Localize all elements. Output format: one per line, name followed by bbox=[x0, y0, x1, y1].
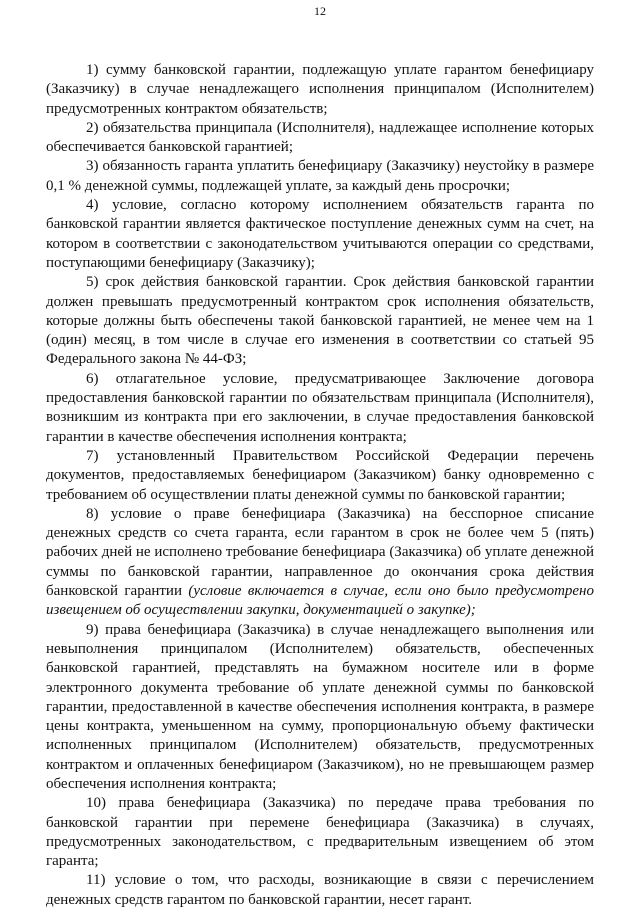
list-item-2 bbox=[46, 119, 594, 158]
list-item-text: 1) сумму банковской гарантии, подлежащую уплате гарантом бенефициару (Заказчику) в случае ненадлежащего исполнения принципалом (Исполнителем) предусмотренных контрактом обязательств; bbox=[46, 62, 594, 117]
list-item-3 bbox=[46, 157, 594, 196]
list-item-text: 2) обязательства принципала (Исполнителя), надлежащее исполнение которых обеспечивается банковской гарантией; bbox=[46, 119, 594, 156]
page-number: 12 bbox=[314, 4, 326, 18]
list-item-8 bbox=[46, 505, 594, 621]
document-body bbox=[46, 61, 594, 910]
list-item-4 bbox=[46, 196, 594, 273]
list-item-text: 3) обязанность гаранта уплатить бенефициару (Заказчику) неустойку в размере 0,1 % денежной суммы, подлежащей уплате, за каждый день просрочки; bbox=[46, 158, 594, 194]
list-item-10 bbox=[46, 794, 594, 871]
italic-note: (условие включается в случае, если оно было предусмотрено извещением об осуществлении закупки, документацией о закупке); bbox=[46, 583, 594, 619]
list-item-text: 5) срок действия банковской гарантии. Срок действия банковской гарантии должен превышать предусмотренный контрактом срок исполнения обязательств, которые должны быть обеспечены такой банковской гарантией, не менее чем на 1 (один) месяц, в том числе в случае его изменения в соответствии со статьей 95 Федерального закона № 44-ФЗ; bbox=[46, 274, 594, 368]
list-item-7 bbox=[46, 447, 594, 505]
list-item-text: 4) условие, согласно которому исполнением обязательств гаранта по банковской гарантии является фактическое поступление денежных сумм на счет, на котором в соответствии с законодательством учитываются операции со средствами, поступающими бенефициару (Заказчику); bbox=[46, 197, 594, 271]
list-item-text: 8) условие о праве бенефициара (Заказчика) на бесспорное списание денежных средств со счета гаранта, если гарантом в срок не более чем 5 (пять) рабочих дней не исполнено требование бенефициара (Заказчика) об уплате денежной суммы по банковской гарантии, направленное до окончания срока действия банковской гарантии bbox=[46, 505, 594, 600]
list-item-9 bbox=[46, 621, 594, 795]
list-item-text: 9) права бенефициара (Заказчика) в случае ненадлежащего выполнения или невыполнения принципалом (Исполнителем) обязательств, обеспеченных банковской гарантией, представлять на бумажном носителе или в форме электронного документа требование об уплате денежной суммы по банковской гарантии, предоставленной в качестве обеспечения исполнения контракта, в размере цены контракта, уменьшенном на сумму, пропорциональную объему фактически исполненных принципалом (Исполнителем) обязательств, предусмотренных контрактом и оплаченных бенефициаром (Заказчиком), но не превышающем размер обеспечения исполнения контракта; bbox=[46, 621, 594, 792]
list-item-5 bbox=[46, 273, 594, 369]
list-item-6 bbox=[46, 370, 594, 447]
list-item-text: 6) отлагательное условие, предусматривающее Заключение договора предоставления банковской гарантии по обязательствам принципала (Исполнителя), возникшим из контракта при его заключении, в случае предоставления банковской гарантии в качестве обеспечения исполнения контракта; bbox=[46, 370, 594, 445]
list-item-text: 11) условие о том, что расходы, возникающие в связи с перечислением денежных средств гарантом по банковской гарантии, несет гарант. bbox=[46, 872, 594, 908]
list-item-text: 7) установленный Правительством Российской Федерации перечень документов, предоставляемых бенефициаром (Заказчиком) банку одновременно с требованием об осуществлении платы денежной суммы по банковской гарантии; bbox=[46, 447, 594, 503]
list-item-11 bbox=[46, 871, 594, 910]
list-item-text: 10) права бенефициара (Заказчика) по передаче права требования по банковской гарантии при перемене бенефициара (Заказчика) в случаях, предусмотренных законодательством, с предварительным извещением об этом гаранта; bbox=[46, 795, 594, 870]
list-item-1 bbox=[46, 61, 594, 119]
